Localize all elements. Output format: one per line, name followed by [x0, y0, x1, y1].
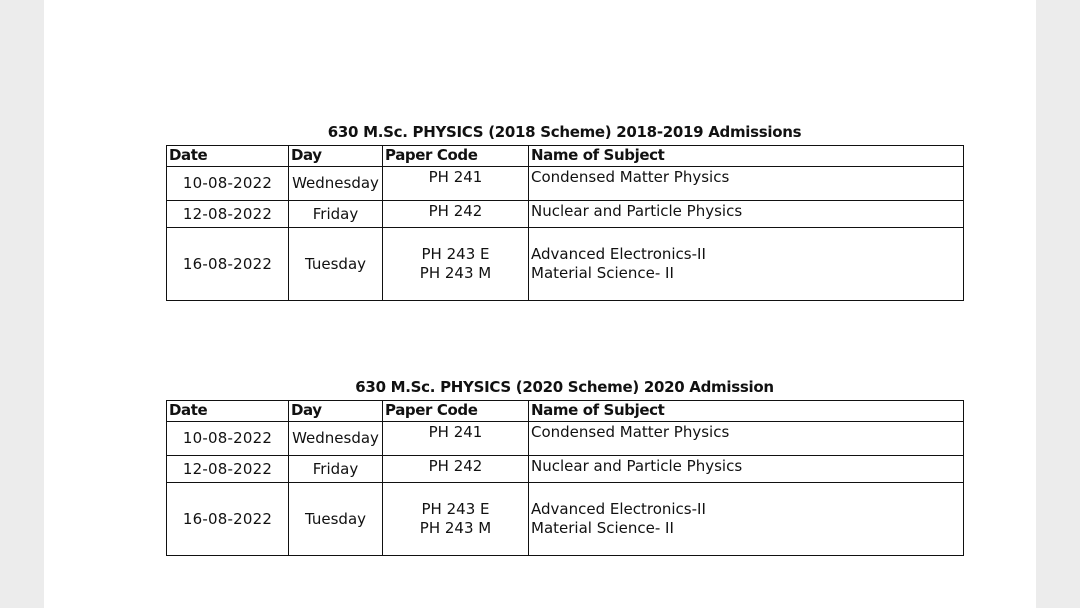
subject-cell	[529, 456, 964, 483]
subject-name: Nuclear and Particle Physics	[531, 202, 743, 220]
day-cell: Tuesday	[289, 228, 383, 301]
paper-code-cell	[383, 456, 529, 483]
subject-name: Advanced Electronics-II	[531, 500, 706, 518]
exam-timetable	[166, 145, 964, 301]
column-header-paper-code: Paper Code	[383, 401, 529, 422]
header-row	[167, 401, 964, 422]
table-row	[167, 483, 964, 556]
column-header-date: Date	[167, 401, 289, 422]
date-cell: 12-08-2022	[167, 456, 289, 483]
column-header-date: Date	[167, 146, 289, 167]
date-cell: 10-08-2022	[167, 422, 289, 456]
day-cell: Friday	[289, 201, 383, 228]
paper-code: PH 243 M	[419, 519, 492, 537]
paper-code: PH 243 E	[421, 500, 490, 518]
table-title: 630 M.Sc. PHYSICS (2018 Scheme) 2018-2019 Admissions	[327, 123, 802, 141]
table-row	[167, 456, 964, 483]
subject-cell	[529, 201, 964, 228]
paper-code: PH 242	[428, 457, 483, 475]
paper-code: PH 241	[428, 168, 483, 186]
day-cell: Tuesday	[289, 483, 383, 556]
subject-name: Material Science- II	[531, 519, 674, 537]
paper-code: PH 243 M	[419, 264, 492, 282]
subject-name: Condensed Matter Physics	[531, 168, 730, 186]
paper-code: PH 242	[428, 202, 483, 220]
header-row	[167, 146, 964, 167]
exam-timetable	[166, 400, 964, 556]
subject-cell	[529, 422, 964, 456]
paper-code-cell	[383, 228, 529, 301]
subject-cell	[529, 167, 964, 201]
day-cell: Friday	[289, 456, 383, 483]
paper-code-cell	[383, 167, 529, 201]
date-cell: 16-08-2022	[167, 228, 289, 301]
paper-code-cell	[383, 483, 529, 556]
document-page	[44, 0, 1036, 608]
subject-name: Nuclear and Particle Physics	[531, 457, 743, 475]
paper-code: PH 241	[428, 423, 483, 441]
subject-name: Advanced Electronics-II	[531, 245, 706, 263]
subject-name: Material Science- II	[531, 264, 674, 282]
subject-name: Condensed Matter Physics	[531, 423, 730, 441]
column-header-subject: Name of Subject	[529, 146, 964, 167]
day-cell: Wednesday	[289, 422, 383, 456]
column-header-day: Day	[289, 401, 383, 422]
subject-cell	[529, 228, 964, 301]
column-header-paper-code: Paper Code	[383, 146, 529, 167]
table-row	[167, 201, 964, 228]
date-cell: 10-08-2022	[167, 167, 289, 201]
date-cell: 16-08-2022	[167, 483, 289, 556]
day-cell: Wednesday	[289, 167, 383, 201]
subject-cell	[529, 483, 964, 556]
paper-code: PH 243 E	[421, 245, 490, 263]
column-header-day: Day	[289, 146, 383, 167]
column-header-subject: Name of Subject	[529, 401, 964, 422]
table-row	[167, 167, 964, 201]
date-cell: 12-08-2022	[167, 201, 289, 228]
table-title: 630 M.Sc. PHYSICS (2020 Scheme) 2020 Admission	[355, 378, 774, 396]
paper-code-cell	[383, 201, 529, 228]
table-row	[167, 228, 964, 301]
paper-code-cell	[383, 422, 529, 456]
table-row	[167, 422, 964, 456]
